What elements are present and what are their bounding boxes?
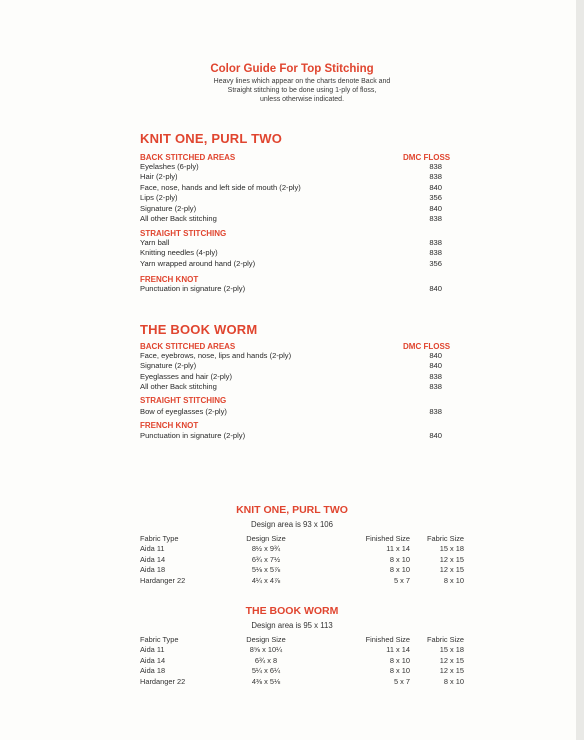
table-cell: Hardanger 22 <box>140 575 186 585</box>
table-cell: 8 x 10 <box>389 666 410 676</box>
table-row <box>140 555 464 565</box>
list-item <box>140 259 470 269</box>
design1-straight-list <box>140 238 470 269</box>
table-cell: 5 x 7 <box>393 575 410 585</box>
sizes2-design-area: Design area is 95 x 113 <box>251 621 333 630</box>
list-item <box>140 183 470 193</box>
design2-back-list <box>140 351 470 393</box>
sizes1-table <box>140 534 464 586</box>
table-row <box>140 544 464 554</box>
table-cell: Aida 11 <box>140 544 165 554</box>
table-cell: Aida 14 <box>140 554 166 564</box>
floss-code: 838 <box>429 407 442 416</box>
table-row <box>140 677 464 687</box>
floss-code: 838 <box>429 248 442 258</box>
floss-code: 838 <box>429 213 442 223</box>
design2-french-heading: FRENCH KNOT <box>140 421 199 430</box>
sizes2-table <box>140 635 464 687</box>
design2-straight-heading: STRAIGHT STITCHING <box>140 396 227 405</box>
table-cell: 8⅝ x 10¼ <box>249 645 283 655</box>
col-header: Finished Size <box>365 534 410 543</box>
table-header-row <box>140 534 464 544</box>
table-cell: 5⅛ x 5⅞ <box>251 565 281 575</box>
table-cell: 6¾ x 7½ <box>251 554 281 564</box>
stitch-area: Face, eyebrows, nose, lips and hands (2-ply) <box>140 351 292 360</box>
table-cell: 5¼ x 6¼ <box>251 666 281 676</box>
table-cell: 15 x 18 <box>439 544 464 554</box>
table-cell: 5 x 7 <box>393 676 410 686</box>
table-row <box>140 645 464 655</box>
intro-line: Straight stitching to be done using 1-ply of floss, <box>227 87 377 94</box>
sizes2-title: THE BOOK WORM <box>245 605 339 617</box>
list-item <box>140 204 470 214</box>
floss-code: 840 <box>429 351 442 360</box>
table-row <box>140 656 464 666</box>
design1-back-list <box>140 162 470 224</box>
floss-code: 840 <box>429 182 442 192</box>
floss-code: 840 <box>429 284 442 293</box>
table-cell: Hardanger 22 <box>140 676 186 686</box>
list-item <box>140 284 470 294</box>
list-item <box>140 172 470 182</box>
list-item <box>140 382 470 392</box>
list-item <box>140 407 470 417</box>
table-cell: Aida 18 <box>140 565 166 575</box>
floss-code: 838 <box>429 371 442 381</box>
floss-code: 356 <box>429 193 442 203</box>
stitch-area: Yarn wrapped around hand (2-ply) <box>140 258 256 268</box>
table-row <box>140 576 464 586</box>
stitch-area: Signature (2-ply) <box>140 361 197 371</box>
stitch-area: All other Back stitching <box>140 213 217 223</box>
sizes1-title: KNIT ONE, PURL TWO <box>236 504 348 516</box>
floss-code: 356 <box>429 258 442 268</box>
design2-french-list <box>140 431 470 441</box>
list-item <box>140 248 470 258</box>
table-cell: 12 x 15 <box>439 666 464 676</box>
list-item <box>140 214 470 224</box>
table-cell: 8 x 10 <box>389 554 410 564</box>
table-cell: 11 x 14 <box>386 645 410 655</box>
stitch-area: Eyeglasses and hair (2-ply) <box>140 371 233 381</box>
list-item <box>140 431 470 441</box>
col-header: Design Size <box>246 534 286 543</box>
list-item <box>140 351 470 361</box>
design1-back-heading: BACK STITCHED AREAS <box>140 153 236 162</box>
table-cell: 11 x 14 <box>386 544 410 554</box>
design1-straight-heading: STRAIGHT STITCHING <box>140 229 227 238</box>
table-header-row <box>140 635 464 645</box>
stitch-area: Face, nose, hands and left side of mouth (2-ply) <box>140 182 301 192</box>
stitch-area: Punctuation in signature (2-ply) <box>140 284 246 293</box>
floss-code: 840 <box>429 203 442 213</box>
table-cell: Aida 14 <box>140 655 166 665</box>
stitch-area: Eyelashes (6-ply) <box>140 162 199 171</box>
intro-text <box>172 77 432 104</box>
floss-code: 838 <box>429 238 442 247</box>
table-row <box>140 565 464 575</box>
page-title: Color Guide For Top Stitching <box>210 63 374 75</box>
table-cell: 6¾ x 8 <box>254 655 278 665</box>
table-cell: 12 x 15 <box>439 655 464 665</box>
table-cell: 8 x 10 <box>389 565 410 575</box>
col-header: Fabric Type <box>140 635 179 644</box>
floss-code: 840 <box>429 361 442 371</box>
design2-title: THE BOOK WORM <box>140 322 258 337</box>
list-item <box>140 193 470 203</box>
design2-back-heading: BACK STITCHED AREAS <box>140 342 236 351</box>
stitch-area: Knitting needles (4-ply) <box>140 248 218 258</box>
list-item <box>140 162 470 172</box>
col-header: Fabric Size <box>427 635 464 644</box>
floss-code: 838 <box>429 382 442 392</box>
col-header: Design Size <box>246 635 286 644</box>
stitch-area: Hair (2-ply) <box>140 172 178 182</box>
design1-french-heading: FRENCH KNOT <box>140 275 199 284</box>
table-row <box>140 666 464 676</box>
intro-line: unless otherwise indicated. <box>259 96 345 103</box>
table-cell: 8 x 10 <box>443 676 464 686</box>
table-cell: 12 x 15 <box>439 554 464 564</box>
table-cell: 12 x 15 <box>439 565 464 575</box>
list-item <box>140 238 470 248</box>
col-header: Finished Size <box>365 635 410 644</box>
table-cell: Aida 11 <box>140 645 165 655</box>
list-item <box>140 361 470 371</box>
design1-french-list <box>140 284 470 294</box>
design2-straight-list <box>140 407 470 417</box>
table-cell: 4¼ x 4⅞ <box>251 575 281 585</box>
table-cell: 8½ x 9¾ <box>251 544 281 554</box>
intro-line: Heavy lines which appear on the charts denote Back and <box>213 78 391 85</box>
col-header: Fabric Size <box>427 534 464 543</box>
list-item <box>140 372 470 382</box>
table-cell: 4⅜ x 5⅛ <box>251 676 281 686</box>
table-cell: Aida 18 <box>140 666 166 676</box>
stitch-area: Yarn ball <box>140 238 170 247</box>
stitch-area: Lips (2-ply) <box>140 193 178 203</box>
col-header: Fabric Type <box>140 534 179 543</box>
stitch-area: Bow of eyeglasses (2-ply) <box>140 407 227 416</box>
floss-code: 838 <box>429 172 442 182</box>
design2-floss-heading: DMC FLOSS <box>403 342 451 351</box>
table-cell: 8 x 10 <box>443 575 464 585</box>
stitch-area: Signature (2-ply) <box>140 203 197 213</box>
table-cell: 15 x 18 <box>439 645 464 655</box>
floss-code: 838 <box>429 162 442 171</box>
table-cell: 8 x 10 <box>389 655 410 665</box>
sizes1-design-area: Design area is 93 x 106 <box>251 520 333 529</box>
stitch-area: All other Back stitching <box>140 382 217 392</box>
design1-floss-heading: DMC FLOSS <box>403 153 451 162</box>
floss-code: 840 <box>429 431 442 440</box>
stitch-area: Punctuation in signature (2-ply) <box>140 431 246 440</box>
design1-title: KNIT ONE, PURL TWO <box>140 131 283 146</box>
